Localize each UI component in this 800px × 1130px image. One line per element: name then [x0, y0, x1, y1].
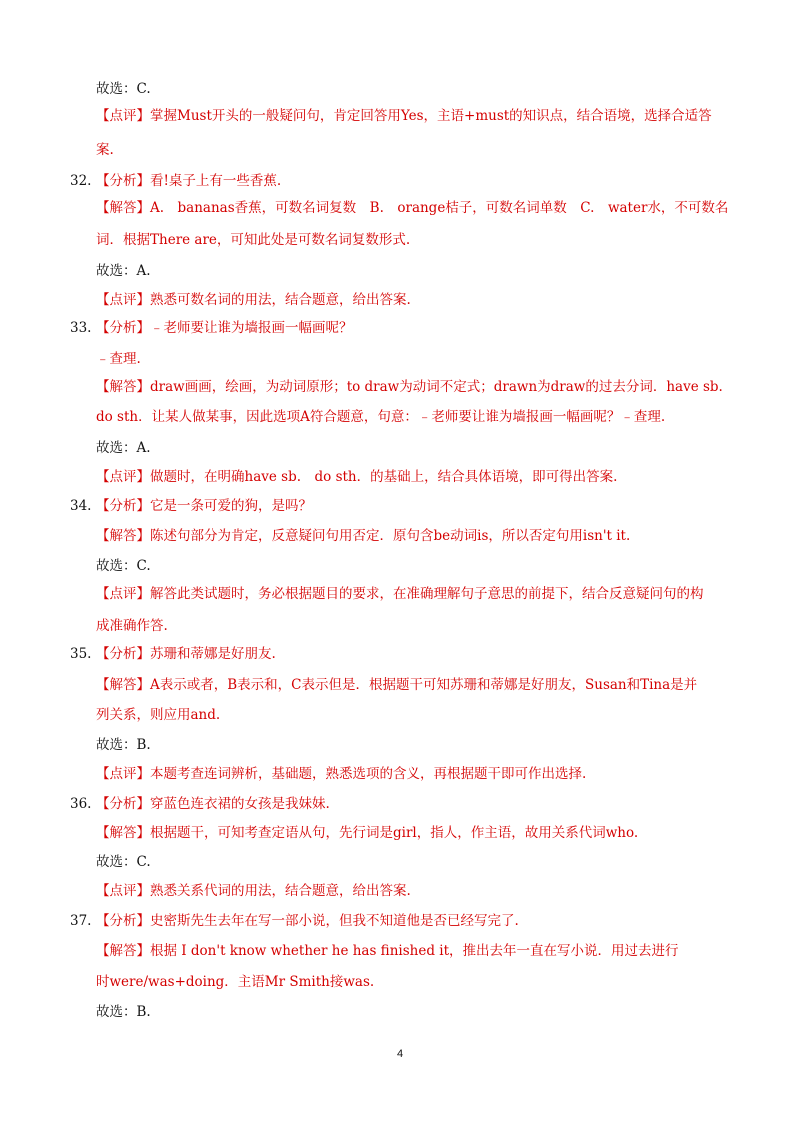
line-text: 【点评】熟悉可数名词的用法，结合题意，给出答案.: [96, 292, 411, 308]
text-line: [96, 527, 630, 545]
question-number: 35.: [70, 646, 92, 662]
line-text: 【分析】史密斯先生去年在写一部小说，但我不知道他是否已经写完了.: [96, 913, 519, 929]
question-line: [70, 795, 330, 813]
question-line: [70, 912, 519, 930]
line-text: 故选：B.: [96, 737, 151, 753]
text-line: [96, 853, 151, 871]
text-line: [96, 262, 151, 280]
text-line: [96, 439, 151, 457]
question-line: [70, 645, 276, 663]
question-number: 33.: [70, 320, 92, 336]
line-text: 案.: [96, 142, 114, 158]
text-line: [96, 882, 411, 900]
line-text: 【分析】苏珊和蒂娜是好朋友.: [96, 646, 276, 662]
line-text: 【分析】看!桌子上有一些香蕉.: [96, 173, 282, 189]
line-text: 词．根据There are，可知此处是可数名词复数形式.: [96, 232, 411, 248]
line-text: 【分析】穿蓝色连衣裙的女孩是我妹妹.: [96, 796, 330, 812]
text-line: [96, 468, 617, 486]
line-text: 【点评】熟悉关系代词的用法，结合题意，给出答案.: [96, 883, 411, 899]
line-text: 列关系，则应用and.: [96, 707, 221, 723]
line-text: 【点评】掌握Must开头的一般疑问句，肯定回答用Yes，主语+must的知识点，结合语境，选择合适答: [96, 108, 712, 124]
line-text: 【解答】draw画画，绘画，为动词原形；to draw为动词不定式；drawn为draw的过去分词．have sb.: [96, 379, 723, 395]
line-text: 【分析】它是一条可爱的狗，是吗？: [96, 498, 312, 514]
text-line: [96, 291, 411, 309]
text-line: [96, 350, 141, 368]
line-text: 【分析】﹣老师要让谁为墙报画一幅画呢？: [96, 320, 353, 336]
question-number: 34.: [70, 498, 92, 514]
line-text: 【点评】本题考查连词辨析，基础题，熟悉选项的含义，再根据题干即可作出选择.: [96, 766, 587, 782]
line-text: 【解答】根据题干，可知考查定语从句，先行词是girl，指人，作主语，故用关系代词who.: [96, 825, 639, 841]
text-line: [96, 824, 638, 842]
question-line: [70, 172, 282, 190]
line-text: 【解答】陈述句部分为肯定，反意疑问句用否定．原句含be动词is，所以否定句用isn't it.: [96, 528, 631, 544]
text-line: [96, 107, 712, 125]
text-line: [96, 141, 114, 159]
line-text: 故选：C.: [96, 854, 151, 870]
line-text: 时were/was+doing．主语Mr Smith接was.: [96, 974, 375, 990]
text-line: [96, 585, 704, 603]
text-line: [96, 973, 374, 991]
text-line: [96, 617, 168, 635]
text-line: [96, 557, 151, 575]
text-line: [96, 408, 665, 426]
question-number: 32.: [70, 173, 92, 189]
text-line: [96, 231, 410, 249]
line-text: 【解答】A表示或者，B表示和，C表示但是．根据题干可知苏珊和蒂娜是好朋友，Susan和Tina是并: [96, 677, 698, 693]
question-line: [70, 319, 353, 337]
text-line: [96, 676, 697, 694]
text-line: [96, 736, 151, 754]
text-line: [96, 378, 723, 396]
text-line: [96, 765, 586, 783]
question-number: 37.: [70, 913, 92, 929]
line-text: ﹣查理.: [96, 351, 141, 367]
text-line: [96, 1003, 151, 1021]
line-text: 故选：B.: [96, 1004, 151, 1020]
line-text: 【点评】做题时，在明确have sb. do sth．的基础上，结合具体语境，即可得出答案.: [96, 469, 618, 485]
line-text: do sth．让某人做某事，因此选项A符合题意，句意：﹣老师要让谁为墙报画一幅画呢？﹣查理.: [96, 409, 666, 425]
text-line: [96, 706, 220, 724]
line-text: 成准确作答.: [96, 618, 168, 634]
line-text: 故选：C.: [96, 558, 151, 574]
text-line: [96, 80, 151, 98]
question-line: [70, 497, 312, 515]
page-number: 4: [396, 1048, 404, 1060]
line-text: 故选：A.: [96, 440, 151, 456]
line-text: 【解答】A. bananas香蕉，可数名词复数 B. orange桔子，可数名词单数 C. water水，不可数名: [96, 200, 729, 216]
question-number: 36.: [70, 796, 92, 812]
text-line: [96, 942, 679, 960]
line-text: 故选：C.: [96, 81, 151, 97]
line-text: 【解答】根据 I don't know whether he has finished it，推出去年一直在写小说．用过去进行: [96, 943, 679, 959]
line-text: 【点评】解答此类试题时，务必根据题目的要求，在准确理解句子意思的前提下，结合反意疑问句的构: [96, 586, 704, 602]
text-line: [96, 199, 728, 217]
line-text: 故选：A.: [96, 263, 151, 279]
